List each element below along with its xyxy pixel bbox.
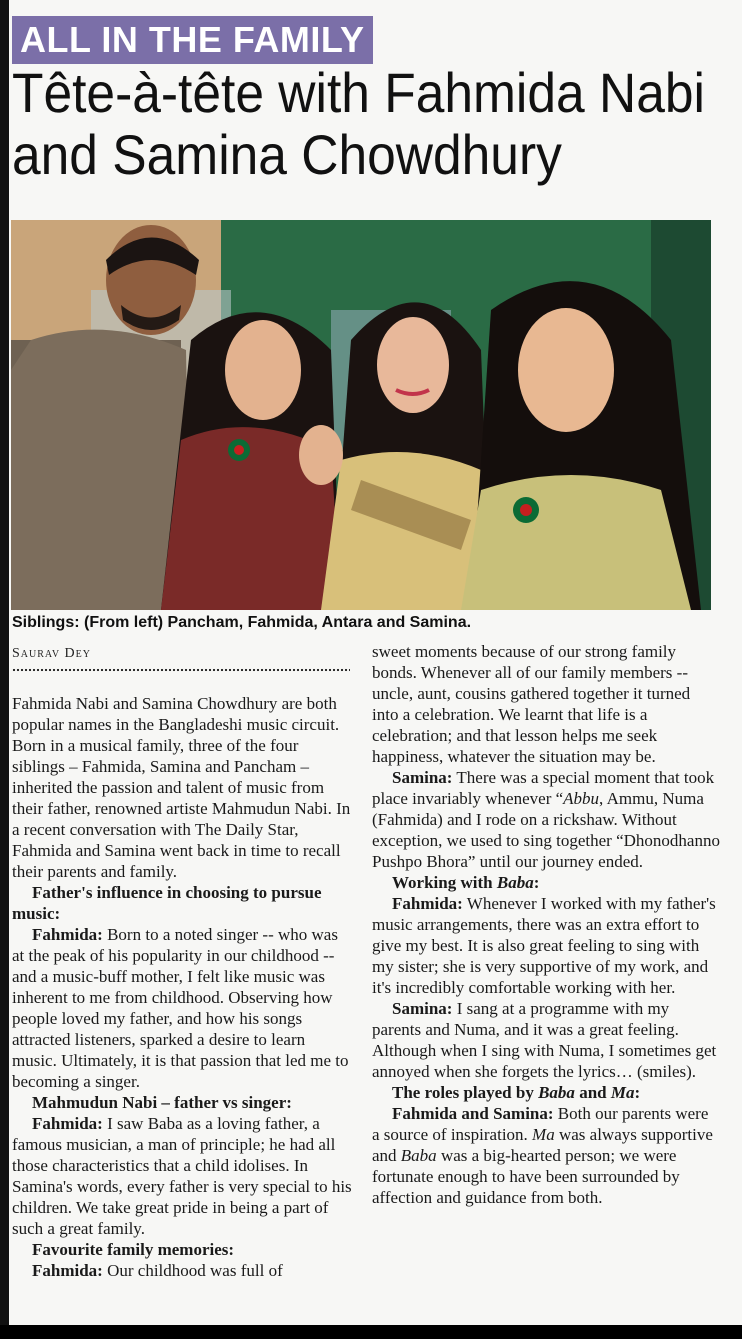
answer-text: was a big-hearted person; we were fortunate enough to have been surrounded by affection and guidance from both.: [372, 1146, 680, 1207]
heading-family-memories: Favourite family memories:: [32, 1240, 235, 1259]
heading-colon: :: [533, 873, 540, 892]
heading-colon: :: [634, 1083, 641, 1102]
dotted-divider: [12, 668, 350, 674]
answer-text: I sang at a programme with my parents and Numa, and it was a great feeling. Although when I sing with Numa, I sometimes get annoyed when she forgets the lyrics… (smiles).: [372, 999, 717, 1081]
heading-text: and: [574, 1083, 611, 1102]
heading-working-with-baba: [372, 872, 720, 893]
speaker-label: Fahmida:: [32, 925, 103, 944]
baba-word: Baba: [400, 1146, 437, 1165]
speaker-label: Samina:: [392, 768, 453, 787]
baba-word: Baba: [538, 1083, 575, 1102]
photo-caption: Siblings: (From left) Pancham, Fahmida, Antara and Samina.: [12, 614, 472, 631]
answer-text: Our childhood was full of: [102, 1261, 283, 1280]
headline-line-2: and Samina Chowdhury: [12, 123, 562, 186]
heading-father-influence: Father's influence in choosing to pursue music:: [12, 883, 322, 923]
abbu-word: Abbu: [563, 789, 600, 808]
photo-illustration: [11, 220, 711, 610]
answer-working-samina: [372, 998, 720, 1082]
siblings-photo: [11, 220, 711, 610]
heading-text: The roles played by: [392, 1083, 539, 1102]
answer-father-vs-singer: [12, 1113, 354, 1239]
speaker-label: Samina:: [392, 999, 453, 1018]
speaker-label: Fahmida:: [32, 1114, 103, 1133]
answer-text: Both our parents were a source of inspiration.: [372, 1104, 709, 1144]
left-edge-rule: [0, 0, 9, 1325]
ma-word: Ma: [532, 1125, 555, 1144]
answer-text: , Ammu, Numa (Fahmida) and I rode on a rickshaw. Without exception, we used to sing together “Dhonodhanno Pushpo Bhora” until our journey ended.: [372, 789, 720, 871]
answer-memories-continued: sweet moments because of our strong family bonds. Whenever all of our family members -- uncle, aunt, cousins gathered together it turned into a celebration. We learnt that life is a celebration; and that lesson helps me seek happiness, whatever the situation may be.: [372, 642, 691, 766]
ma-word: Ma: [610, 1083, 635, 1102]
answer-text: I saw Baba as a loving father, a famous musician, a man of principle; he had all those characteristics that a child idolises. In Samina's words, every father is very special to his children. We take great pride in being a part of such a great family.: [12, 1114, 352, 1238]
intro-paragraph: Fahmida Nabi and Samina Chowdhury are both popular names in the Bangladeshi music circuit. Born in a musical family, three of the four siblings – Fahmida, Samina and Pancham – inherited the passion and talent of music from their father, renowned artiste Mahmudun Nabi. In a recent conversation with The Daily Star, Fahmida and Samina went back in time to recall their parents and family.: [12, 694, 351, 881]
answer-text: was always supportive and: [372, 1125, 713, 1165]
heading-roles: [372, 1082, 720, 1103]
heading-father-vs-singer: Mahmudun Nabi – father vs singer:: [32, 1093, 292, 1112]
speaker-label: Fahmida and Samina:: [392, 1104, 554, 1123]
baba-word: Baba: [496, 873, 534, 892]
answer-influence: [12, 924, 354, 1092]
headline: [12, 61, 705, 186]
speaker-label: Fahmida:: [32, 1261, 103, 1280]
answer-text: There was a special moment that took place invariably whenever “: [372, 768, 715, 808]
heading-text: Working with: [392, 873, 497, 892]
answer-text: Born to a noted singer -- who was at the peak of his popularity in our childhood -- and a music-buff mother, I felt like music was inherent to me from childhood. Observing how people loved my father, and how his songs attracted listeners, sparked a desire to learn music. Ultimately, it is that passion that led me to becoming a singer.: [12, 925, 349, 1091]
speaker-label: Fahmida:: [392, 894, 463, 913]
answer-memories-samina: [372, 767, 720, 872]
answer-working-fahmida: [372, 893, 720, 998]
byline: Saurav Dey: [12, 646, 91, 661]
answer-text: Whenever I worked with my father's music arrangements, there was an extra effort to give my best. It is also great feeling to sing with my sister; she is very supportive of my work, and it's incredibly comfortable working with her.: [372, 894, 716, 997]
answer-roles: [372, 1103, 720, 1208]
headline-line-1: Tête-à-tête with Fahmida Nabi: [12, 61, 705, 124]
answer-memories-start: [12, 1260, 354, 1281]
section-kicker: ALL IN THE FAMILY: [12, 16, 373, 64]
article-column-left: [12, 693, 354, 1281]
article-column-right: [372, 641, 720, 1208]
